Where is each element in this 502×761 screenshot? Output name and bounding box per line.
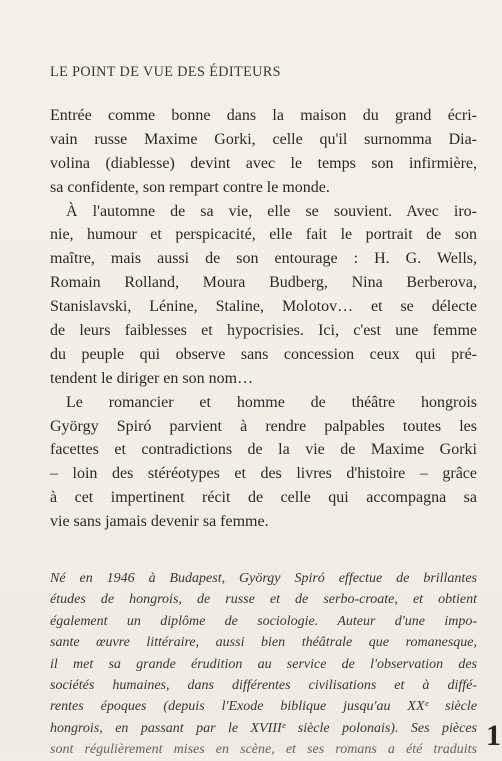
blurb-line: volina (diablesse) devint avec le temps son infirmière, — [50, 154, 477, 172]
blurb-line: du peuple qui observe sans concession ceux qui pré- — [50, 345, 477, 363]
blurb-line: vie sans jamais devenir sa femme. — [50, 513, 269, 531]
bio-line: également un diplôme de sociologie. Auteur d'une impo- — [50, 613, 477, 629]
blurb-line: de leurs faiblesses et hypocrisies. Ici, c'est une femme — [50, 322, 477, 340]
bio-line: sante œuvre littéraire, aussi bien théâtrale que romanesque, — [50, 635, 477, 651]
blurb-line: à cet impertinent récit de celle qui accompagna sa — [50, 489, 477, 507]
section-heading: LE POINT DE VUE DES ÉDITEURS — [50, 64, 281, 80]
bio-line: sociétés humaines, dans différentes civilisations et à diffé- — [50, 677, 477, 693]
blurb-line: Le romancier et homme de théâtre hongrois — [66, 393, 477, 411]
blurb-line: nie, humour et perspicacité, elle fait le portrait de son — [50, 226, 477, 244]
publisher-blurb — [50, 104, 477, 534]
bio-line: Né en 1946 à Budapest, György Spiró effectue de brillantes — [50, 571, 477, 586]
blurb-line: maître, mais aussi de son entourage : H. G. Wells, — [50, 250, 477, 268]
blurb-line: À l'automne de sa vie, elle se souvient. Avec iro- — [66, 202, 477, 220]
blurb-line: Entrée comme bonne dans la maison du grand écri- — [50, 107, 477, 124]
blurb-line: – loin des stéréotypes et des livres d'histoire – grâce — [50, 465, 477, 483]
bio-line: études de hongrois, de russe et de serbo-croate, et obtient — [50, 592, 477, 608]
blurb-line: Romain Rolland, Moura Budberg, Nina Berberova, — [50, 274, 477, 292]
bio-line: hongrois, en passant par le XVIIIᵉ siècle polonais). Ses pièces — [50, 720, 477, 736]
blurb-line: Stanislavski, Lénine, Staline, Molotov… et se délecte — [50, 298, 477, 316]
blurb-line: vain russe Maxime Gorki, celle qu'il surnomma Dia- — [50, 130, 477, 148]
blurb-line: tendent le diriger en son nom… — [50, 369, 254, 387]
blurb-line: facettes et contradictions de la vie de Maxime Gorki — [50, 441, 477, 459]
edge-glyph: 1 — [486, 719, 501, 752]
blurb-line: sa confidente, son rempart contre le monde. — [50, 178, 330, 196]
author-biography — [50, 568, 477, 758]
blurb-line: György Spiró parvient à rendre palpables toutes les — [50, 417, 477, 435]
bio-line: il met sa grande érudition au service de l'observation des — [50, 656, 477, 672]
bio-line-cut-off: sont régulièrement mises en scène, et ses romans a été traduits — [50, 742, 477, 758]
bio-line: rentes époques (depuis l'Exode biblique jusqu'au XXᵉ siècle — [50, 699, 477, 715]
